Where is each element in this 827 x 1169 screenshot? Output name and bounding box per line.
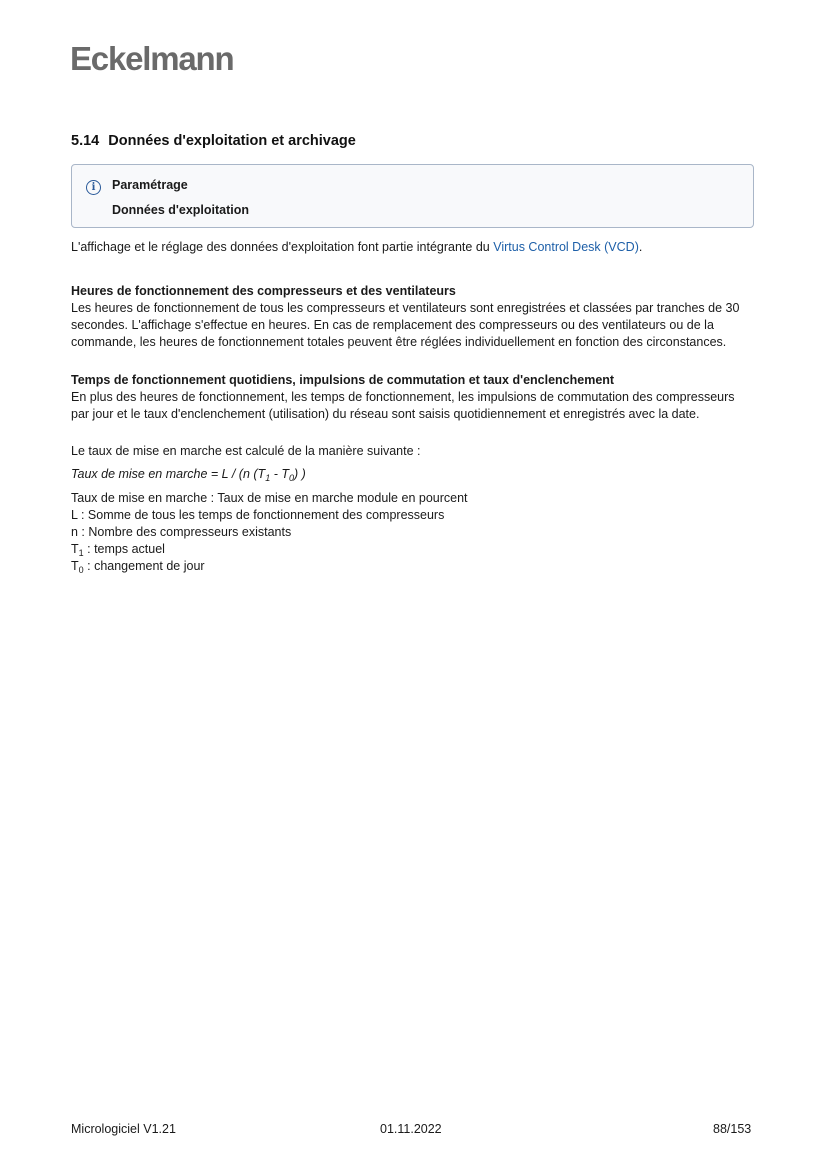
footer-firmware-version: Micrologiciel V1.21: [71, 1122, 176, 1136]
operating-hours-section: [71, 283, 756, 351]
t0-sub: 0: [78, 565, 84, 575]
t1-letter: T: [71, 542, 79, 556]
info-box-line1: Paramétrage: [112, 178, 188, 192]
section-title: [71, 133, 356, 149]
legend-line-t0: [71, 558, 756, 575]
section-title-text: Données d'exploitation et archivage: [108, 133, 356, 149]
footer-date: 01.11.2022: [380, 1122, 442, 1136]
intro-text-before: L'affichage et le réglage des données d'exploitation font partie intégrante du: [71, 240, 494, 254]
operating-hours-body: Les heures de fonctionnement de tous les compresseurs et ventilateurs sont enregistrées et classées par tranches de 30 secondes. L'affichage s'effectue en heures. En cas de remplacement des compresseurs ou des ventilateurs ou de la commande, les heures de fonctionnement totales peuvent être réglées individuellement en fonction des circonstances.: [71, 301, 740, 349]
formula-mid: - T: [270, 467, 289, 481]
legend-line-t1: [71, 541, 756, 558]
formula-suffix: ) ): [293, 467, 306, 481]
eckelmann-logo: Eckelmann: [70, 40, 234, 77]
intro-paragraph: [71, 239, 756, 255]
daily-times-body: En plus des heures de fonctionnement, les temps de fonctionnement, les impulsions de commutation des compresseurs par jour et le taux d'enclenchement (utilisation) du réseau sont saisis quotidiennement et enregistrés avec la date.: [71, 390, 735, 421]
formula: [71, 466, 756, 483]
t0-letter: T: [71, 559, 79, 573]
footer-page-number: 88/153: [713, 1122, 752, 1136]
info-icon: i: [86, 180, 101, 195]
t1-text: : temps actuel: [83, 542, 165, 556]
daily-times-section: [71, 372, 756, 423]
formula-sub-0: 0: [288, 473, 294, 483]
legend-line-rate: Taux de mise en marche : Taux de mise en marche module en pourcent: [71, 491, 468, 505]
formula-sub-1: 1: [265, 473, 271, 483]
vcd-link[interactable]: Virtus Control Desk (VCD): [493, 240, 639, 254]
t0-text: : changement de jour: [83, 559, 205, 573]
info-box-line2: Données d'exploitation: [112, 203, 250, 217]
formula-prefix: Taux de mise en marche = L / (n (T: [71, 467, 266, 481]
operating-hours-heading: Heures de fonctionnement des compresseurs et des ventilateurs: [71, 284, 456, 298]
legend-line-l: L : Somme de tous les temps de fonctionnement des compresseurs: [71, 508, 445, 522]
section-number: 5.14: [71, 133, 100, 149]
formula-legend: [71, 490, 756, 575]
daily-times-heading: Temps de fonctionnement quotidiens, impulsions de commutation et taux d'enclenchement: [71, 373, 615, 387]
t1-sub: 1: [78, 548, 84, 558]
intro-text-after: .: [638, 240, 643, 254]
calc-intro: Le taux de mise en marche est calculé de la manière suivante :: [71, 444, 421, 458]
legend-line-n: n : Nombre des compresseurs existants: [71, 525, 292, 539]
info-box: [71, 164, 754, 228]
